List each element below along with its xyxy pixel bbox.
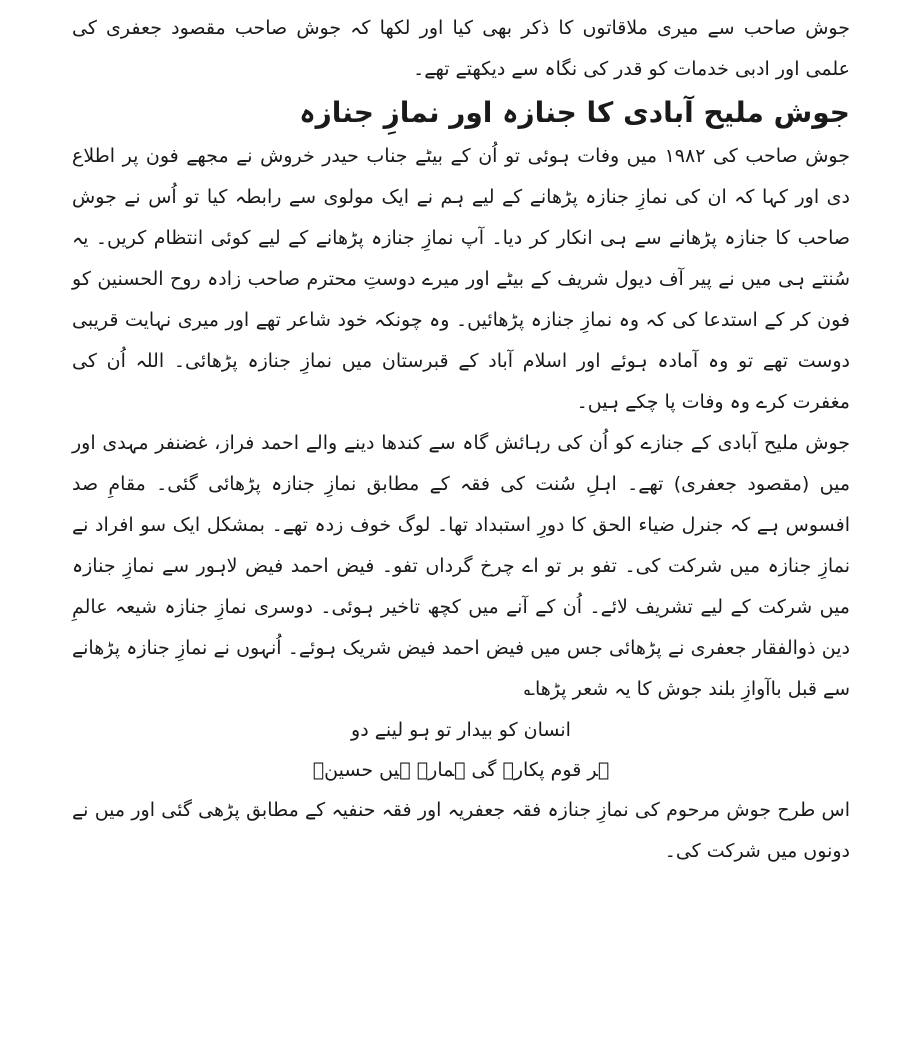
verse-line-2: ہر قوم پکارے گی ہمارے ہیں حسینؑ xyxy=(312,759,610,781)
verse-block xyxy=(72,710,850,790)
intro-paragraph: جوش صاحب سے میری ملاقاتوں کا ذکر بھی کیا اور لکھا کہ جوش صاحب مقصود جعفری کی علمی اور ادبی خدمات کو قدر کی نگاہ سے دیکھتے تھے۔ xyxy=(72,17,850,80)
funeral-paragraph: جوش صاحب کی ۱۹۸۲ میں وفات ہوئی تو اُن کے بیٹے جناب حیدر خروش نے مجھے فون پر اطلاع دی اور کہا کہ ان کی نمازِ جنازہ پڑھانے کے لیے ہم نے ایک مولوی سے رابطہ کیا تو اُس نے جوش صاحب کا جنازہ پڑھانے سے ہی انکار کر دیا۔ آپ نمازِ جنازہ پڑھانے کے لیے کوئی انتظام کریں۔ یہ سُنتے ہی میں نے پیر آف دیول شریف کے بیٹے اور میرے دوستِ محترم صاحب زادہ روح الحسنین کو فون کر کے استدعا کی کہ وہ نمازِ جنازہ پڑھائیں۔ وہ چونکہ خود شاعر تھے اور میری نہایت قریبی دوست تھے تو وہ آمادہ ہوئے اور اسلام آباد کے قبرستان میں نمازِ جنازہ پڑھائی۔ اللہ اُن کی مغفرت کرے وہ وفات پا چکے ہیں۔ xyxy=(72,145,850,413)
document-page xyxy=(72,8,850,872)
closing-paragraph: اس طرح جوش مرحوم کی نمازِ جنازہ فقہ جعفریہ اور فقہ حنفیہ کے مطابق پڑھی گئی اور میں نے دونوں میں شرکت کی۔ xyxy=(72,799,850,862)
pallbearers-paragraph: جوش ملیح آبادی کے جنازے کو اُن کی رہائش گاہ سے کندھا دینے والے احمد فراز، غضنفر مہدی اور میں (مقصود جعفری) تھے۔ اہلِ سُنت کی فقہ کے مطابق نمازِ جنازہ پڑھائی گئی۔ مقامِ صد افسوس ہے کہ جنرل ضیاء الحق کا دورِ استبداد تھا۔ لوگ خوف زدہ تھے۔ بمشکل ایک سو افراد نے نمازِ جنازہ میں شرکت کی۔ تفو بر تو اے چرخ گرداں تفو۔ فیض احمد فیض لاہور سے نمازِ جنازہ میں شرکت کے لیے تشریف لائے۔ اُن کے آنے میں کچھ تاخیر ہوئی۔ دوسری نمازِ جنازہ شیعہ عالمِ دین ذوالفقار جعفری نے پڑھائی جس میں فیض احمد فیض شریک ہوئے۔ اُنہوں نے نمازِ جنازہ پڑھانے سے قبل باآوازِ بلند جوش کا یہ شعر پڑھا؎ xyxy=(72,432,850,700)
verse-line-1: انسان کو بیدار تو ہو لینے دو xyxy=(351,719,571,741)
section-heading: جوش ملیح آبادی کا جنازہ اور نمازِ جنازہ xyxy=(299,96,850,129)
